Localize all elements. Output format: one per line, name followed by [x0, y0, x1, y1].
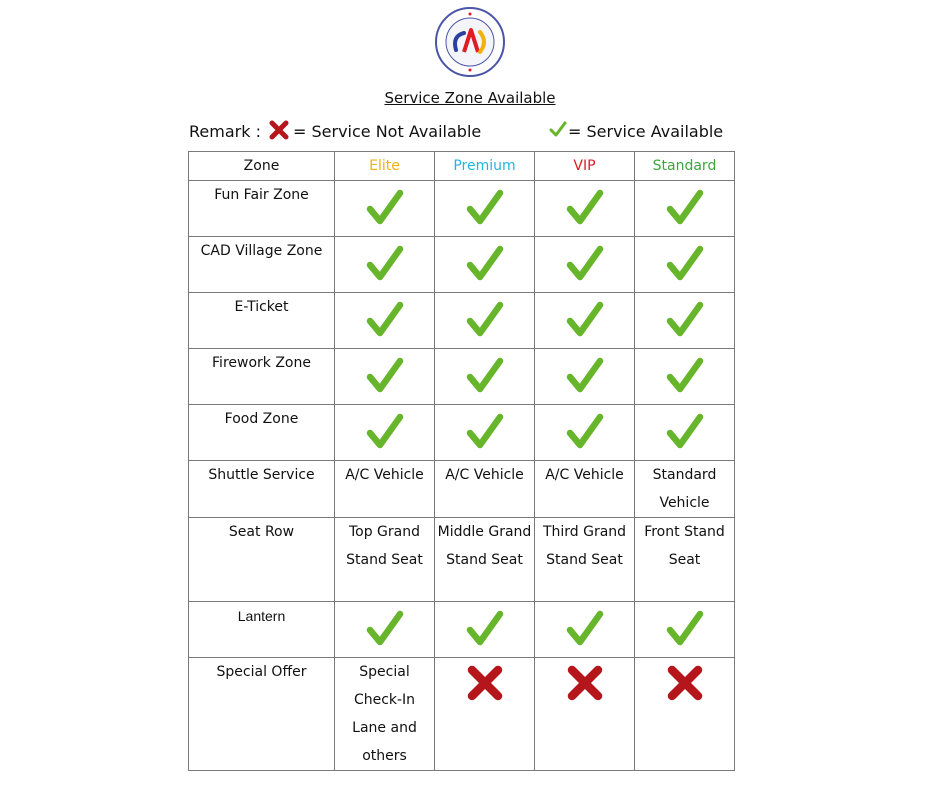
check-icon — [335, 237, 435, 293]
check-icon — [535, 181, 635, 237]
check-icon — [335, 293, 435, 349]
legend — [189, 120, 729, 146]
table-row — [189, 349, 735, 405]
check-icon — [435, 293, 535, 349]
cell-elite: A/C Vehicle — [335, 461, 435, 518]
cell-elite: Top Grand Stand Seat — [335, 518, 435, 602]
zone-name: Shuttle Service — [189, 461, 335, 518]
header-row — [189, 152, 735, 181]
check-icon — [635, 602, 735, 658]
tier-elite-header: Elite — [335, 152, 435, 181]
zone-name: Lantern — [189, 602, 335, 658]
zone-name: Firework Zone — [189, 349, 335, 405]
check-icon — [335, 349, 435, 405]
table-row — [189, 518, 735, 602]
cell-elite: Special Check-In Lane and others — [335, 658, 435, 771]
table-row — [189, 461, 735, 518]
legend-available: = Service Available — [568, 122, 724, 141]
check-icon — [635, 237, 735, 293]
cell-vip: A/C Vehicle — [535, 461, 635, 518]
table-row — [189, 602, 735, 658]
check-icon — [435, 405, 535, 461]
cross-icon — [435, 658, 535, 771]
check-icon — [635, 349, 735, 405]
cell-standard: Standard Vehicle — [635, 461, 735, 518]
page-title: Service Zone Available — [384, 89, 556, 107]
check-icon — [535, 349, 635, 405]
zone-name: E-Ticket — [189, 293, 335, 349]
table-row — [189, 181, 735, 237]
zone-header: Zone — [189, 152, 335, 181]
zone-name: Special Offer — [189, 658, 335, 771]
check-icon — [335, 181, 435, 237]
check-icon — [635, 405, 735, 461]
tier-vip-header: VIP — [535, 152, 635, 181]
zone-name: Food Zone — [189, 405, 335, 461]
tier-standard-header: Standard — [635, 152, 735, 181]
table-row — [189, 405, 735, 461]
check-icon — [435, 602, 535, 658]
check-icon — [435, 181, 535, 237]
check-icon — [435, 349, 535, 405]
zone-name: CAD Village Zone — [189, 237, 335, 293]
zone-name: Fun Fair Zone — [189, 181, 335, 237]
cell-premium: Middle Grand Stand Seat — [435, 518, 535, 602]
legend-prefix: Remark : — [189, 122, 261, 141]
check-icon — [535, 602, 635, 658]
zone-name: Seat Row — [189, 518, 335, 602]
tier-premium-header: Premium — [435, 152, 535, 181]
cross-icon — [635, 658, 735, 771]
cell-vip: Third Grand Stand Seat — [535, 518, 635, 602]
table-row — [189, 293, 735, 349]
check-icon — [535, 293, 635, 349]
legend-not-available: = Service Not Available — [293, 122, 482, 141]
check-icon — [635, 181, 735, 237]
check-icon — [335, 602, 435, 658]
cell-standard: Front Stand Seat — [635, 518, 735, 602]
check-icon — [535, 237, 635, 293]
check-icon — [549, 120, 567, 142]
cross-icon — [269, 120, 289, 144]
check-icon — [635, 293, 735, 349]
cad-logo — [434, 6, 506, 78]
check-icon — [535, 405, 635, 461]
service-zone-table — [188, 151, 735, 771]
cell-premium: A/C Vehicle — [435, 461, 535, 518]
table-row — [189, 237, 735, 293]
table-row — [189, 658, 735, 771]
cross-icon — [535, 658, 635, 771]
check-icon — [335, 405, 435, 461]
check-icon — [435, 237, 535, 293]
